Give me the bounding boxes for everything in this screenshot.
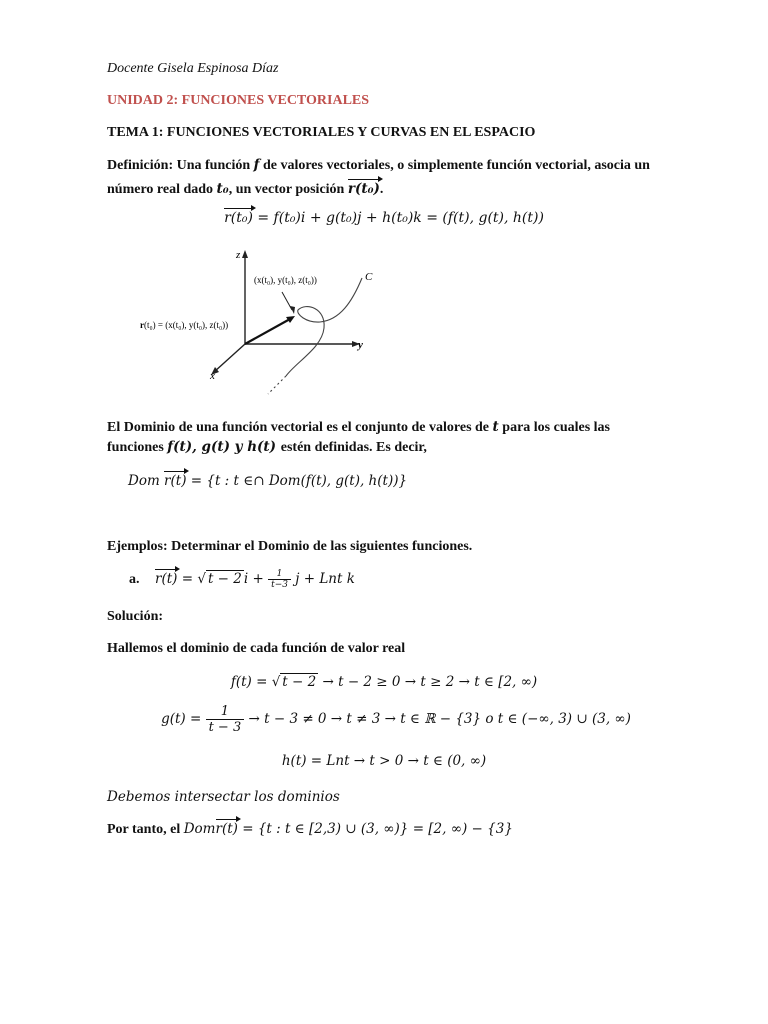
x-label: x bbox=[210, 370, 215, 382]
definition-formula: r(t₀) = f(t₀)i + g(t₀)j + h(t₀)k = (f(t), g(t), h(t)) bbox=[224, 210, 544, 226]
domain-text-2: funciones f(t), g(t) y h(t) estén definidas. Es decir, bbox=[107, 439, 427, 455]
f-domain-line: f(t) = √ t − 2 → t − 2 ≥ 0 → t ≥ 2 → t ∈ [2, ∞) bbox=[230, 674, 538, 690]
solution-intro: Hallemos el dominio de cada función de valor real bbox=[107, 641, 406, 656]
y-label: y bbox=[358, 339, 363, 351]
domain-formula: Dom r(t) = {t : t ∈∩ Dom(f(t), g(t), h(t))} bbox=[128, 473, 408, 489]
definition-line-1: Definición: Una función f de valores vectoriales, o simplemente función vectorial, asocia un bbox=[107, 157, 650, 173]
z-arrow-icon bbox=[242, 250, 248, 258]
topic-title: TEMA 1: FUNCIONES VECTORIALES Y CURVAS EN EL ESPACIO bbox=[107, 125, 536, 140]
author-line: Docente Gisela Espinosa Díaz bbox=[107, 61, 279, 76]
unit-title: UNIDAD 2: FUNCIONES VECTORIALES bbox=[107, 93, 370, 108]
curve-c-dashed bbox=[268, 376, 286, 394]
vector-label: r(t₀) = (x(t₀), y(t₀), z(t₀)) bbox=[140, 320, 229, 330]
definition-label: Definición: bbox=[107, 158, 174, 173]
h-domain-line: h(t) = Lnt → t > 0 → t ∈ (0, ∞) bbox=[281, 753, 487, 769]
vector-r-t0: r(t₀) bbox=[347, 181, 380, 197]
curve-c bbox=[286, 278, 362, 376]
g-domain-line: g(t) = $\frac{1}{t - 3}$ → t − 3 ≠ 0 → t ≠ 3 → t ∈ ℝ − {3} o t ∈ (−∞, 3) ∪ (3, ∞) bbox=[161, 704, 631, 735]
solution-label: Solución: bbox=[107, 609, 164, 624]
x-axis bbox=[214, 344, 245, 372]
position-vector bbox=[245, 319, 290, 344]
example-a-marker: a. bbox=[129, 572, 140, 587]
point-label: (x(t₀), y(t₀), z(t₀)) bbox=[254, 275, 317, 285]
pointer-arrow-icon bbox=[290, 306, 295, 314]
example-a: a. r(t) = √ t − 2 i + $\frac{1}{t-3}$ j + Lnt k bbox=[129, 569, 355, 590]
pointer-line bbox=[282, 292, 292, 310]
space-curve-figure bbox=[136, 244, 396, 404]
domain-text-1: El Dominio de una función vectorial es el conjunto de valores de t para los cuales las bbox=[107, 419, 611, 435]
examples-line: Ejemplos: Determinar el Dominio de las siguientes funciones. bbox=[107, 539, 473, 554]
z-label: z bbox=[236, 249, 241, 261]
examples-label: Ejemplos: bbox=[107, 539, 168, 554]
final-domain-line: Por tanto, el Domr(t) = {t : t ∈ [2,3) ∪ (3, ∞)} = [2, ∞) − {3} bbox=[107, 821, 513, 837]
intersect-note: Debemos intersectar los dominios bbox=[107, 789, 340, 805]
curve-label-c: C bbox=[365, 271, 373, 283]
definition-line-2: número real dado t₀, un vector posición r(t₀). bbox=[107, 181, 384, 197]
